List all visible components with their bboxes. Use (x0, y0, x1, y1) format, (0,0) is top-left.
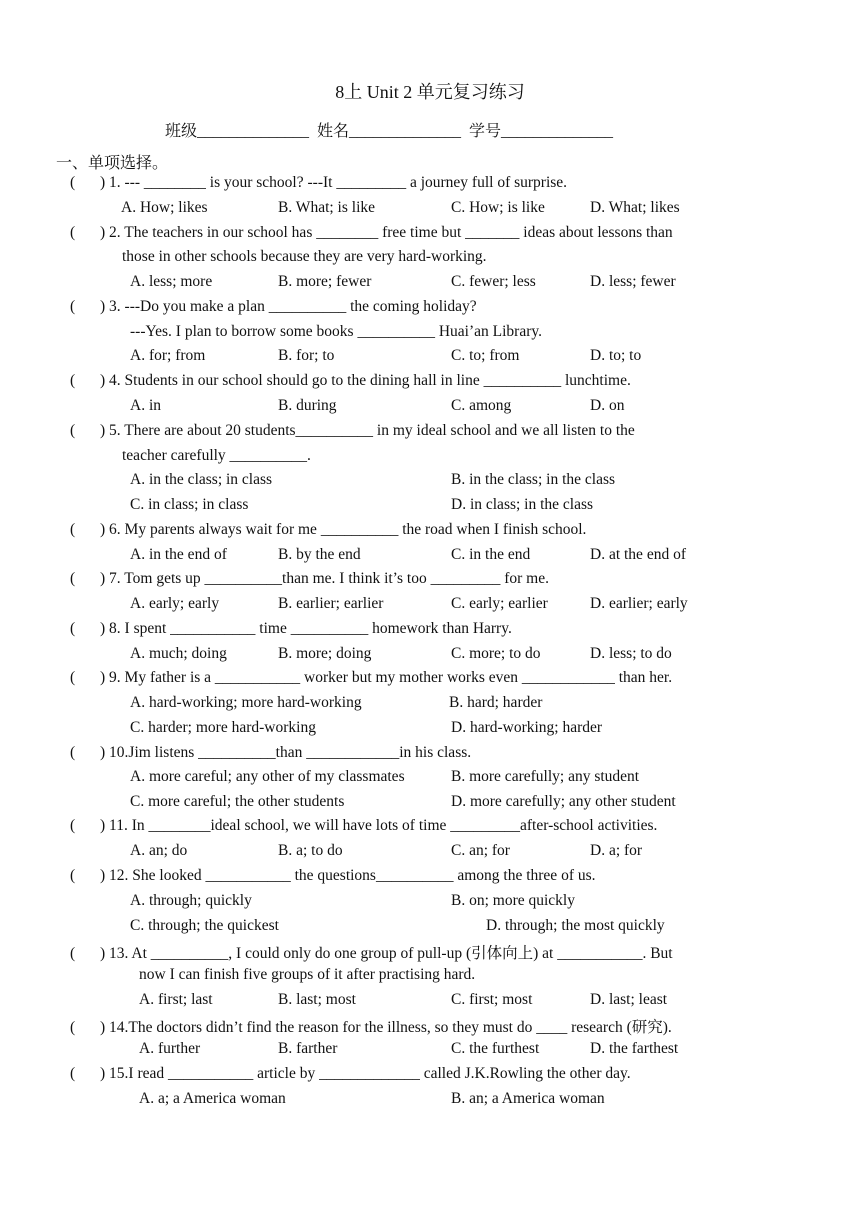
answer-option: C. first; most (451, 991, 533, 1008)
question-9 (70, 669, 672, 687)
answer-option: C. in the end (451, 546, 531, 563)
question-5 (70, 422, 635, 440)
answer-option: B. last; most (278, 991, 356, 1008)
question-15 (70, 1065, 631, 1083)
question-stem: ) 4. Students in our school should go to the dining hall in line __________ lunchtime. (100, 372, 631, 389)
answer-option: B. What; is like (278, 199, 376, 216)
answer-option: D. through; the most quickly (486, 917, 665, 934)
answer-option: B. for; to (278, 347, 335, 364)
answer-option: A. a; a America woman (139, 1090, 286, 1107)
answer-option: D. the farthest (590, 1040, 679, 1057)
answer-option: B. on; more quickly (451, 892, 575, 909)
answer-option: B. during (278, 397, 337, 414)
answer-option: D. on (590, 397, 625, 414)
answer-option: D. earlier; early (590, 595, 688, 612)
answer-option: A. for; from (130, 347, 206, 364)
question-stem: ) 9. My father is a ___________ worker but my mother works even ____________ than her. (100, 669, 673, 686)
answer-option: C. more; to do (451, 645, 541, 662)
answer-option: C. to; from (451, 347, 520, 364)
answer-option: A. first; last (139, 991, 213, 1008)
answer-bracket: ( (70, 372, 76, 389)
question-stem: ) 3. ---Do you make a plan __________ the coming holiday? (100, 298, 477, 315)
answer-option: C. How; is like (451, 199, 545, 216)
answer-option: A. in the end of (130, 546, 227, 563)
answer-option: B. a; to do (278, 842, 343, 859)
answer-option: D. hard-working; harder (451, 719, 603, 736)
answer-option: C. harder; more hard-working (130, 719, 316, 736)
answer-option: C. early; earlier (451, 595, 548, 612)
answer-option: C. more careful; the other students (130, 793, 345, 810)
answer-option: C. fewer; less (451, 273, 536, 290)
question-stem: ) 11. In ________ideal school, we will have lots of time _________after-school activities. (100, 817, 658, 834)
question-8 (70, 620, 512, 638)
question-12 (70, 867, 596, 885)
answer-option: A. more careful; any other of my classmates (130, 768, 405, 785)
answer-option: A. further (139, 1040, 201, 1057)
answer-bracket: ( (70, 1019, 76, 1036)
question-11 (70, 817, 657, 835)
question-stem: ) 2. The teachers in our school has ________ free time but _______ ideas about lessons than (100, 224, 673, 241)
answer-bracket: ( (70, 867, 76, 884)
section-title: 一、单项选择。 (56, 155, 169, 172)
answer-bracket: ( (70, 620, 76, 637)
question-stem: ) 10.Jim listens __________than ____________in his class. (100, 744, 472, 761)
question-continuation: ---Yes. I plan to borrow some books __________ Huai’an Library. (130, 323, 542, 340)
question-3 (70, 298, 477, 316)
answer-option: B. more carefully; any student (451, 768, 640, 785)
question-stem: ) 12. She looked ___________ the questions__________ among the three of us. (100, 867, 596, 884)
question-7 (70, 570, 549, 588)
answer-option: D. less; to do (590, 645, 672, 662)
page-title: 8上 Unit 2 单元复习练习 (335, 82, 525, 102)
answer-option: A. hard-working; more hard-working (130, 694, 362, 711)
answer-option: C. the furthest (451, 1040, 540, 1057)
answer-bracket: ( (70, 744, 76, 761)
answer-option: B. more; doing (278, 645, 372, 662)
answer-option: B. farther (278, 1040, 338, 1057)
question-10 (70, 744, 471, 762)
answer-option: C. an; for (451, 842, 510, 859)
answer-option: D. What; likes (590, 199, 680, 216)
answer-option: D. more carefully; any other student (451, 793, 676, 810)
question-4 (70, 372, 631, 390)
question-2 (70, 224, 673, 242)
answer-option: D. last; least (590, 991, 668, 1008)
answer-option: D. less; fewer (590, 273, 676, 290)
answer-option: B. more; fewer (278, 273, 372, 290)
answer-bracket: ( (70, 570, 76, 587)
question-stem: ) 6. My parents always wait for me __________ the road when I finish school. (100, 521, 587, 538)
answer-option: D. a; for (590, 842, 643, 859)
question-continuation: those in other schools because they are very hard-working. (122, 248, 487, 265)
answer-bracket: ( (70, 174, 76, 191)
answer-option: A. early; early (130, 595, 220, 612)
student-info-line: 班级______________ 姓名______________ 学号______________ (165, 123, 614, 140)
answer-option: B. by the end (278, 546, 361, 563)
answer-option: A. in (130, 397, 161, 414)
question-stem: ) 15.I read ___________ article by _____________ called J.K.Rowling the other day. (100, 1065, 631, 1082)
question-stem: ) 8. I spent ___________ time __________ homework than Harry. (100, 620, 512, 637)
answer-option: D. in class; in the class (451, 496, 594, 513)
answer-bracket: ( (70, 669, 76, 686)
question-continuation: now I can finish five groups of it after practising hard. (139, 966, 476, 983)
answer-option: A. an; do (130, 842, 188, 859)
question-stem: ) 5. There are about 20 students__________ in my ideal school and we all listen to the (100, 422, 635, 439)
question-stem: ) 1. --- ________ is your school? ---It _________ a journey full of surprise. (100, 174, 568, 191)
answer-bracket: ( (70, 945, 76, 962)
answer-option: C. through; the quickest (130, 917, 279, 934)
question-continuation: teacher carefully __________. (122, 447, 311, 464)
question-stem: ) 7. Tom gets up __________than me. I think it’s too _________ for me. (100, 570, 549, 587)
answer-bracket: ( (70, 298, 76, 315)
answer-option: D. to; to (590, 347, 642, 364)
answer-option: C. among (451, 397, 512, 414)
answer-bracket: ( (70, 521, 76, 538)
answer-option: A. less; more (130, 273, 213, 290)
question-13 (70, 941, 673, 963)
answer-option: B. in the class; in the class (451, 471, 616, 488)
question-stem: ) 14.The doctors didn’t find the reason for the illness, so they must do ____ research (研究). (100, 1019, 672, 1036)
answer-option: B. an; a America woman (451, 1090, 605, 1107)
answer-option: C. in class; in class (130, 496, 249, 513)
question-1 (70, 174, 567, 192)
answer-bracket: ( (70, 817, 76, 834)
answer-option: B. hard; harder (449, 694, 543, 711)
answer-option: D. at the end of (590, 546, 686, 563)
answer-option: B. earlier; earlier (278, 595, 384, 612)
answer-option: A. in the class; in class (130, 471, 273, 488)
question-6 (70, 521, 586, 539)
answer-option: A. much; doing (130, 645, 227, 662)
question-14 (70, 1015, 672, 1037)
answer-bracket: ( (70, 1065, 76, 1082)
question-stem: ) 13. At __________, I could only do one group of pull-up (引体向上) at ___________. But (100, 945, 673, 962)
answer-option: A. How; likes (121, 199, 208, 216)
answer-bracket: ( (70, 422, 76, 439)
answer-bracket: ( (70, 224, 76, 241)
answer-option: A. through; quickly (130, 892, 252, 909)
